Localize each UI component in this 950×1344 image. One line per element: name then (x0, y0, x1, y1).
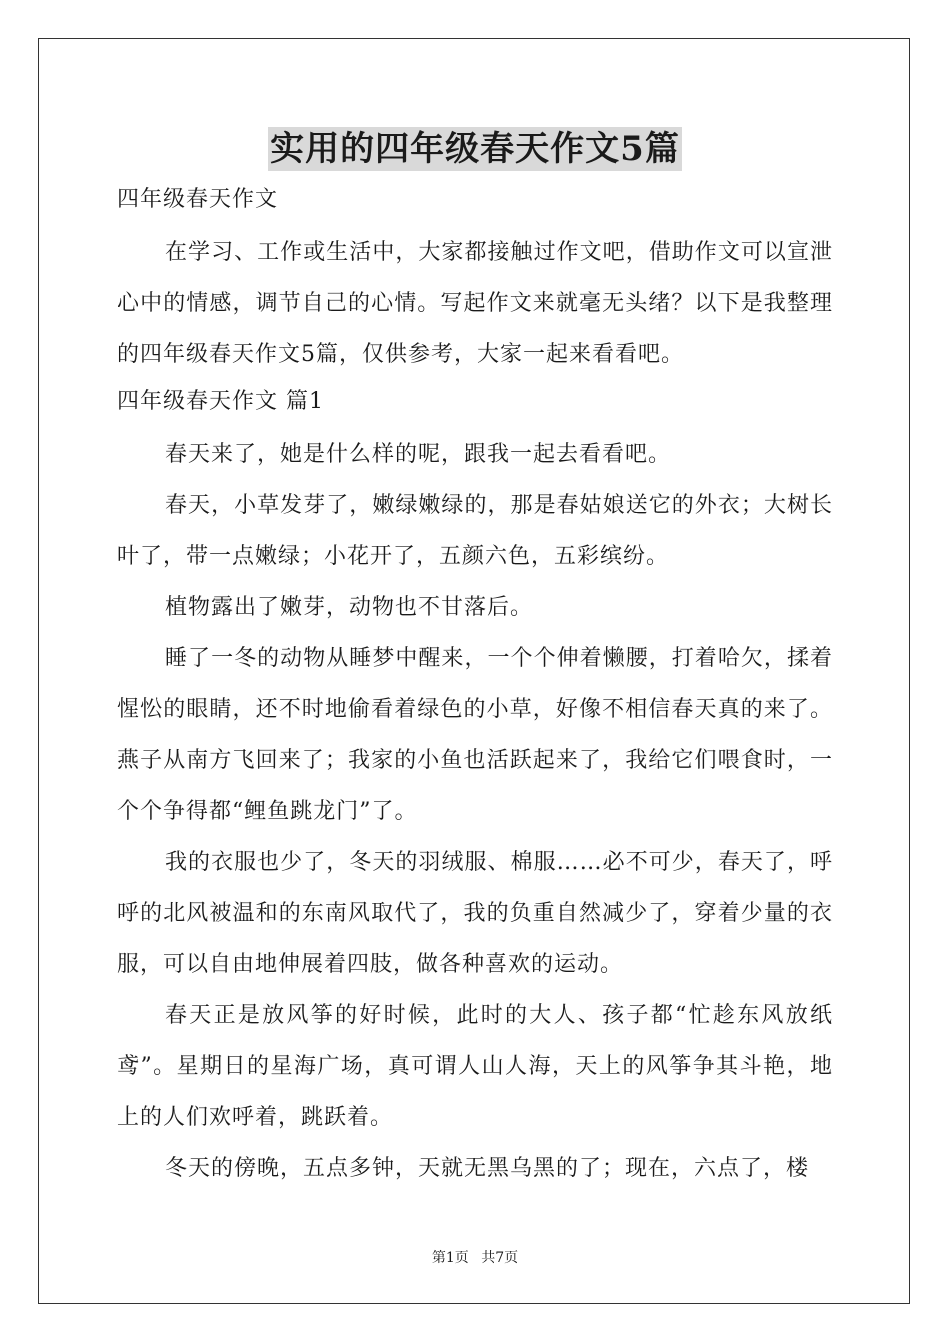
page-footer (0, 1247, 950, 1267)
page-total: 共7页 (481, 1250, 519, 1266)
section-heading: 四年级春天作文 篇1 (117, 389, 324, 414)
body-paragraph: 春天正是放风筝的好时候，此时的大人、孩子都“忙趁东风放纸鸢”。星期日的星海广场，真可谓人山人海，天上的风筝争其斗艳，地上的人们欢呼着，跳跃着。 (117, 1003, 833, 1130)
intro-paragraph: 在学习、工作或生活中，大家都接触过作文吧，借助作文可以宣泄心中的情感，调节自己的心情。写起作文来就毫无头绪？以下是我整理的四年级春天作文5篇，仅供参考，大家一起来看看吧。 (117, 240, 833, 367)
body-paragraph: 春天，小草发芽了，嫩绿嫩绿的，那是春姑娘送它的外衣；大树长叶了，带一点嫩绿；小花开了，五颜六色，五彩缤纷。 (117, 493, 833, 569)
body-paragraph: 植物露出了嫩芽，动物也不甘落后。 (165, 595, 534, 620)
body-paragraph: 冬天的傍晚，五点多钟，天就无黑乌黑的了；现在，六点了，楼 (165, 1156, 810, 1181)
document-title: 实用的四年级春天作文5篇 (270, 129, 680, 169)
intro-heading: 四年级春天作文 (117, 187, 279, 212)
page-number: 第1页 (431, 1250, 469, 1266)
title-container (0, 127, 950, 171)
body-paragraph: 睡了一冬的动物从睡梦中醒来，一个个伸着懒腰，打着哈欠，揉着惺忪的眼睛，还不时地偷看着绿色的小草，好像不相信春天真的来了。燕子从南方飞回来了；我家的小鱼也活跃起来了，我给它们喂食时，一个个争得都“鲤鱼跳龙门”了。 (117, 646, 833, 824)
body-paragraph: 我的衣服也少了，冬天的羽绒服、棉服……必不可少，春天了，呼呼的北风被温和的东南风取代了，我的负重自然减少了，穿着少量的衣服，可以自由地伸展着四肢，做各种喜欢的运动。 (117, 850, 833, 977)
document-body (117, 178, 833, 1194)
body-paragraph: 春天来了，她是什么样的呢，跟我一起去看看吧。 (165, 442, 672, 467)
